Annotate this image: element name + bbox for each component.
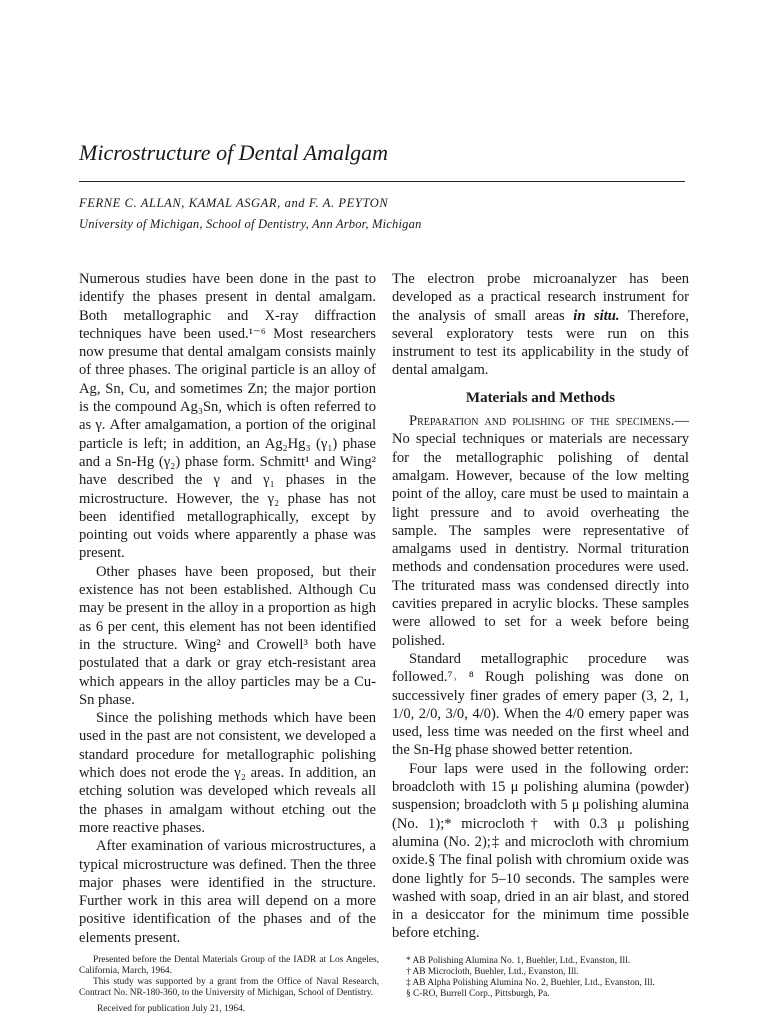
preparation-text: —No special techniques or materials are necessary for the metallographic polishing of dental amalgam. However, because of the low melting point of the alloy, care must be used to maintain a light pressure and to avoid overheating the sample. The samples were representative of amalgams used in dentistry. Normal trituration methods and condensation procedures were used. The triturated mass was condensed directly into cavities prepared in acrylic blocks. These samples were allowed to set for a week before being polished. (392, 413, 689, 649)
author-line: FERNE C. ALLAN, KAMAL ASGAR, and F. A. PEYTON (79, 196, 389, 210)
support-note: This study was supported by a grant from the Office of Naval Research, Contract No. NR-180-360, to the University of Michigan, School of Dentistry. (79, 977, 379, 998)
procedure-paragraph: Standard metallographic procedure was followed.⁷˒ ⁸ Rough polishing was done on successively finer grades of emery paper (3, 2, 1, 1/0, 2/0, 3/0, 4/0). When the 4/0 emery paper was used, less time was needed on the first wheel and the Sn-Hg phase showed better retention. (392, 650, 689, 759)
other-phases-paragraph: Other phases have been proposed, but their existence has not been established. Although Cu may be present in the alloy in a proportion as high as 6 per cent, this element has not been identified in the structure. Wing² and Crowell³ both have postulated that a dark or gray etch-resistant area which appears in the alloy particles may be a Cu-Sn phase. (79, 563, 376, 708)
affiliation-line: University of Michigan, School of Dentistry, Ann Arbor, Michigan (79, 217, 422, 231)
article-title: Microstructure of Dental Amalgam (79, 140, 388, 165)
section-heading: Materials and Methods (465, 389, 616, 406)
footnote-dagger: † AB Microcloth, Buehler, Ltd., Evanston, Ill. (406, 967, 579, 977)
footnote-section: § C-RO, Burrell Corp., Pittsburgh, Pa. (406, 989, 550, 999)
right-footnotes (392, 956, 692, 1000)
intro-paragraph: Numerous studies have been done in the past to identify the phases present in dental amalgam. Both metallographic and X-ray diffraction techniques have been used.¹⁻⁶ Most researchers now presume that dental amalgam consists mainly of three phases. The original particle is an alloy of Ag, Sn, Cu, and sometimes Zn; the major portion is the compound Ag₃Sn, which is often referred to as γ. After amalgamation, a portion of the original particle is left; in addition, an Ag₂Hg₃ (γ₁) phase and a Sn-Hg (γ₂) phase form. Schmitt¹ and Wing² have described the γ and γ₁ phases in the microstructure. However, the γ₂ phase has not been identified metallographically, except by pointing out voids where apparently a phase was present. (79, 271, 376, 562)
right-column (392, 270, 689, 943)
laps-paragraph: Four laps were used in the following order: broadcloth with 15 μ polishing alumina (powder) suspension; broadcloth with 5 μ polishing alumina (No. 1);* microcloth† with 0.3 μ polishing alumina (No. 2);‡ and microcloth with chromium oxide.§ The final polish with chromium oxide was done lightly for 5–10 seconds. The samples were washed with soap, dried in an air blast, and stored in a desiccator for the minimum time possible before etching. (392, 760, 689, 942)
left-column (79, 270, 376, 947)
left-footnotes (79, 955, 379, 1015)
footnote-double-dagger: ‡ AB Alpha Polishing Alumina No. 2, Buehler, Ltd., Evanston, Ill. (406, 978, 655, 988)
polishing-methods-paragraph: Since the polishing methods which have been used in the past are not consistent, we developed a standard procedure for metallographic polishing which does not erode the γ₂ areas. In addition, an etching solution was developed which reveals all the phases in amalgam without etching out the more reactive phases. (79, 710, 376, 836)
in-situ-emphasis: in situ. (573, 307, 620, 324)
received-note: Received for publication July 21, 1964. (97, 1004, 246, 1014)
footnote-asterisk: * AB Polishing Alumina No. 1, Buehler, Ltd., Evanston, Ill. (406, 956, 631, 966)
preparation-paragraph (392, 412, 689, 650)
microanalyzer-text-start: The electron probe microanalyzer has been developed as a practical research instrument for the analysis of small areas (392, 271, 689, 324)
microanalyzer-paragraph (392, 270, 689, 380)
microanalyzer-text-end: Therefore, several exploratory tests were run on this instrument to test its applicability in the study of dental amalgam. (392, 307, 689, 379)
microstructure-paragraph: After examination of various microstructures, a typical microstructure was defined. Then the three major phases were identified in the structure. Further work in this area will depend on a more positive identification of the phases and of the elements present. (79, 838, 376, 946)
presented-note: Presented before the Dental Materials Group of the IADR at Los Angeles, California, March, 1964. (79, 955, 379, 976)
title-rule (79, 181, 685, 182)
preparation-run-in-heading: Preparation and polishing of the specimens. (409, 413, 675, 430)
